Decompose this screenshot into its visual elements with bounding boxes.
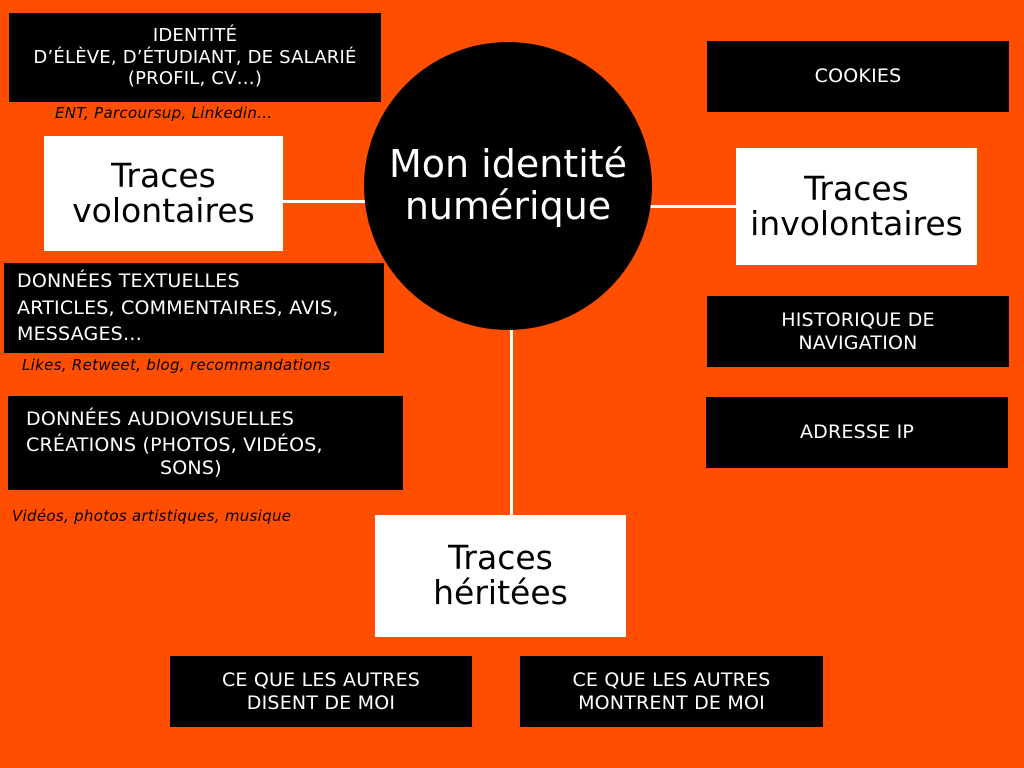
box-cookies xyxy=(707,41,1009,112)
central-title-line1: Mon identité xyxy=(388,142,628,187)
note-identite: ENT, Parcoursup, Linkedin… xyxy=(55,104,273,122)
box-identite-line2: D’ÉLÈVE, D’ÉTUDIANT, DE SALARIÉ xyxy=(33,46,357,68)
box-historique-line2: NAVIGATION xyxy=(798,331,918,354)
box-montrent-line1: CE QUE LES AUTRES xyxy=(572,668,771,691)
category-involontaires-line2: involontaires xyxy=(750,203,963,243)
central-node xyxy=(364,42,652,330)
connector-bottom xyxy=(510,330,513,516)
box-audiovisuelles-line1: DONNÉES AUDIOVISUELLES xyxy=(26,408,295,430)
central-title-line2: numérique xyxy=(404,184,612,228)
box-montrent xyxy=(520,656,823,727)
connector-left xyxy=(283,200,367,203)
category-involontaires xyxy=(736,148,977,265)
category-heritees-line2: héritées xyxy=(433,573,568,612)
category-heritees xyxy=(375,515,626,637)
category-volontaires xyxy=(44,136,283,251)
box-disent-line2: DISENT DE MOI xyxy=(246,691,396,714)
category-volontaires-line2: volontaires xyxy=(72,190,255,230)
category-involontaires-line1: Traces xyxy=(804,168,909,208)
box-textuelles-line2: ARTICLES, COMMENTAIRES, AVIS, xyxy=(17,296,339,319)
box-disent xyxy=(170,656,472,727)
box-identite-line3: (PROFIL, CV…) xyxy=(127,68,263,90)
box-adresse-ip xyxy=(706,397,1008,468)
box-textuelles xyxy=(4,263,384,353)
category-volontaires-line1: Traces xyxy=(111,155,216,195)
box-audiovisuelles-line2: CRÉATIONS (PHOTOS, VIDÉOS, xyxy=(26,433,323,456)
box-cookies-label: COOKIES xyxy=(814,65,902,88)
category-heritees-line1: Traces xyxy=(448,538,553,578)
box-historique-line1: HISTORIQUE DE xyxy=(781,308,935,331)
connector-right xyxy=(650,205,736,208)
box-audiovisuelles-line3: SONS) xyxy=(160,456,222,479)
note-audiovisuelles: Vidéos, photos artistiques, musique xyxy=(12,507,292,525)
box-textuelles-line1: DONNÉES TEXTUELLES xyxy=(17,270,240,293)
box-identite-line1: IDENTITÉ xyxy=(152,25,238,47)
box-historique xyxy=(707,296,1009,367)
box-montrent-line2: MONTRENT DE MOI xyxy=(578,691,765,714)
note-textuelles: Likes, Retweet, blog, recommandations xyxy=(22,356,331,374)
box-audiovisuelles xyxy=(8,396,403,490)
box-disent-line1: CE QUE LES AUTRES xyxy=(221,668,421,691)
box-textuelles-line3: MESSAGES… xyxy=(17,323,143,346)
box-adresse-ip-label: ADRESSE IP xyxy=(799,421,915,444)
box-identite xyxy=(9,13,381,102)
